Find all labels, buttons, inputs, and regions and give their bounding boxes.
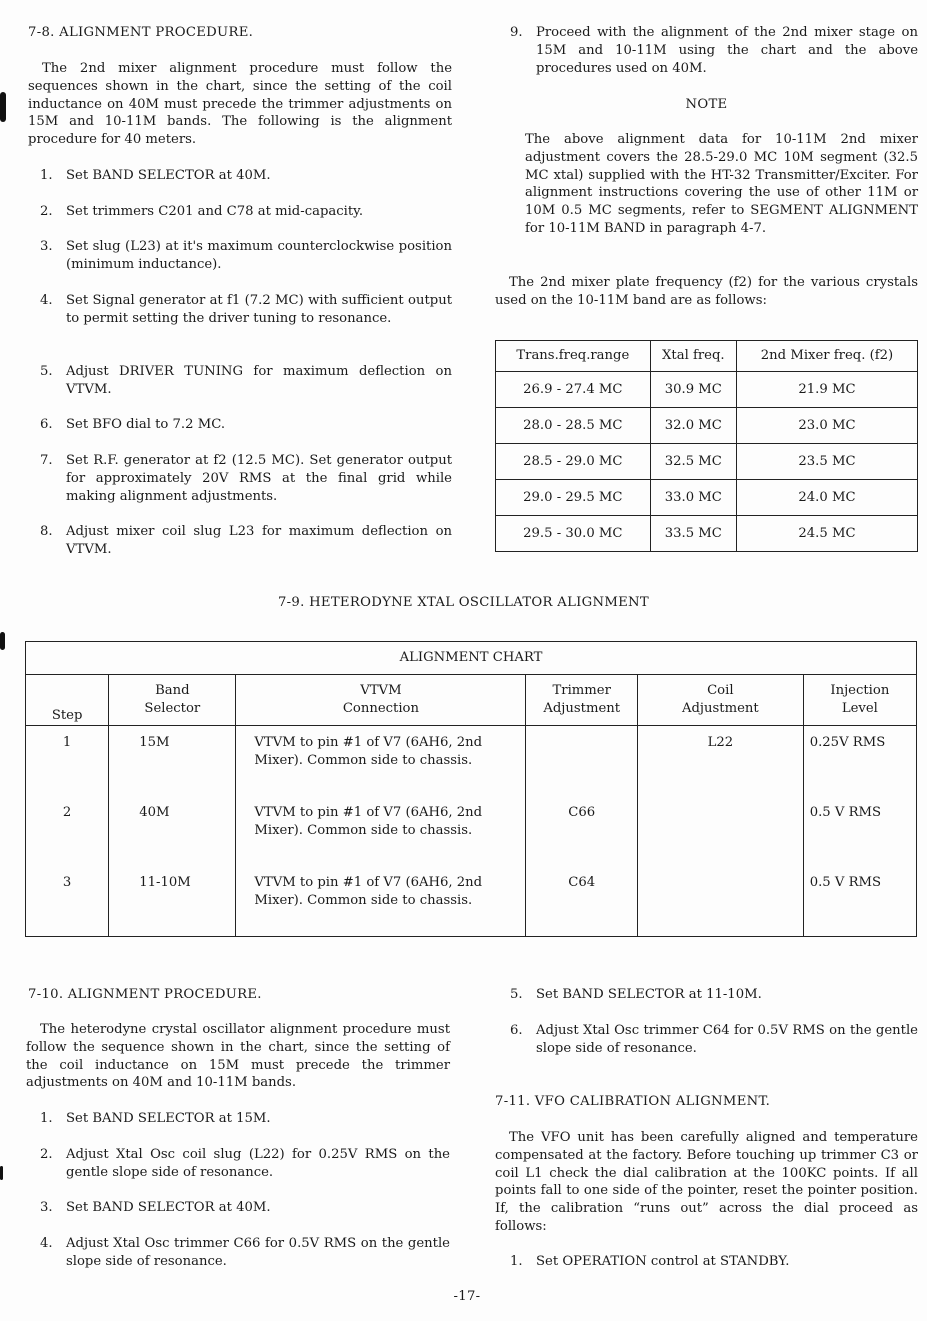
- item-text: Adjust Xtal Osc trimmer C66 for 0.5V RMS on the gentle slope side of resonance.: [66, 1236, 450, 1269]
- item-number: 6.: [40, 417, 53, 432]
- column-header: 2nd Mixer freq. (f2): [736, 341, 917, 372]
- table-cell: 0.25V RMS: [803, 726, 916, 797]
- item-number: 6.: [510, 1023, 523, 1038]
- column-header: Xtal freq.: [650, 341, 736, 372]
- section-heading: 7-9. HETERODYNE XTAL OSCILLATOR ALIGNMENT: [277, 595, 649, 610]
- table-cell: VTVM to pin #1 of V7 (6AH6, 2nd Mixer). Common side to chassis.: [236, 726, 526, 797]
- item-text: Set BAND SELECTOR at 15M.: [66, 1111, 271, 1126]
- item-number: 2.: [40, 204, 53, 219]
- paragraph: The heterodyne crystal oscillator alignment procedure must follow the sequence shown in the chart, since the setting of the coil inductance on 15M must precede the trimmer adjustments on 40M and 10-11M bands.: [26, 1022, 450, 1091]
- table-cell: 28.5 - 29.0 MC: [496, 444, 651, 480]
- column-header: Trimmer Adjustment: [526, 675, 638, 726]
- section-heading: 7-8. ALIGNMENT PROCEDURE.: [28, 25, 254, 40]
- table-cell: L22: [637, 726, 803, 797]
- scan-mark: [0, 1166, 3, 1180]
- item-number: 1.: [40, 168, 53, 183]
- note-text: The above alignment data for 10-11M 2nd mixer adjustment covers the 28.5-29.0 MC 10M segment (32.5 MC xtal) supplied with the HT-32 Transmitter/Exciter. For alignment instructions covering the use of other 11M or 10M 0.5 MC segments, refer to SEGMENT ALIGNMENT for 10-11M BAND in paragraph 4-7.: [525, 132, 918, 236]
- table-cell: 11-10M: [109, 866, 236, 937]
- table-row: [26, 796, 917, 866]
- item-text: Set R.F. generator at f2 (12.5 MC). Set generator output for approximately 20V RMS at the final grid while making alignment adjustments.: [66, 453, 452, 504]
- table-cell: 28.0 - 28.5 MC: [496, 408, 651, 444]
- list-item: [510, 1253, 918, 1271]
- frequency-table: [495, 340, 918, 552]
- table-cell: 1: [26, 726, 109, 797]
- page-number: -17-: [453, 1289, 481, 1304]
- table-row: [496, 516, 918, 552]
- section-heading: 7-11. VFO CALIBRATION ALIGNMENT.: [495, 1094, 771, 1109]
- list-item: [40, 238, 452, 274]
- scan-mark: [0, 92, 6, 122]
- table-cell: 40M: [109, 796, 236, 866]
- table-cell: 23.5 MC: [736, 444, 917, 480]
- table-header-row: [496, 341, 918, 372]
- list-item: [510, 1022, 918, 1058]
- table-cell: 33.5 MC: [650, 516, 736, 552]
- section-heading: 7-10. ALIGNMENT PROCEDURE.: [28, 987, 262, 1002]
- item-number: 4.: [40, 293, 53, 308]
- table-cell: [637, 866, 803, 937]
- list-item: [40, 452, 452, 505]
- item-text: Set OPERATION control at STANDBY.: [536, 1254, 790, 1269]
- alignment-chart: [25, 641, 917, 937]
- list-item: [40, 1110, 450, 1128]
- item-number: 3.: [40, 239, 53, 254]
- table-cell: 26.9 - 27.4 MC: [496, 372, 651, 408]
- table-cell: 21.9 MC: [736, 372, 917, 408]
- list-item: [510, 986, 918, 1004]
- list-item: [40, 292, 452, 328]
- table-cell: 2: [26, 796, 109, 866]
- scan-mark: [0, 632, 5, 650]
- list-item: [40, 363, 452, 399]
- item-text: Adjust DRIVER TUNING for maximum deflection on VTVM.: [66, 364, 452, 397]
- table-cell: 33.0 MC: [650, 480, 736, 516]
- column-header: Step: [26, 675, 109, 726]
- paragraph: The 2nd mixer alignment procedure must follow the sequences shown in the chart, since the setting of the coil inductance on 40M must precede the trimmer adjustments on 15M and 10-11M bands. The following is the alignment procedure for 40 meters.: [28, 61, 452, 148]
- column-header: VTVM Connection: [236, 675, 526, 726]
- list-item: [40, 203, 452, 221]
- table-cell: [526, 726, 638, 797]
- table-cell: [637, 796, 803, 866]
- item-text: Set trimmers C201 and C78 at mid-capacity.: [66, 204, 364, 219]
- list-item: [40, 416, 452, 434]
- item-text: Adjust Xtal Osc coil slug (L22) for 0.25V RMS on the gentle slope side of resonance.: [66, 1147, 450, 1180]
- column-header: Band Selector: [109, 675, 236, 726]
- paragraph: The 2nd mixer plate frequency (f2) for the various crystals used on the 10-11M band are as follows:: [495, 275, 918, 308]
- item-number: 7.: [40, 453, 53, 468]
- item-number: 9.: [510, 25, 523, 40]
- table-cell: VTVM to pin #1 of V7 (6AH6, 2nd Mixer). Common side to chassis.: [236, 796, 526, 866]
- table-cell: 29.5 - 30.0 MC: [496, 516, 651, 552]
- list-item: [40, 1235, 450, 1271]
- table-cell: 30.9 MC: [650, 372, 736, 408]
- item-text: Adjust Xtal Osc trimmer C64 for 0.5V RMS on the gentle slope side of resonance.: [536, 1023, 918, 1056]
- table-row: [26, 866, 917, 937]
- note-title: NOTE: [685, 97, 728, 112]
- column-header: Trans.freq.range: [496, 341, 651, 372]
- item-text: Proceed with the alignment of the 2nd mixer stage on 15M and 10-11M using the chart and the above procedures used on 40M.: [536, 25, 918, 76]
- item-number: 2.: [40, 1147, 53, 1162]
- item-text: Set slug (L23) at it's maximum counterclockwise position (minimum inductance).: [66, 239, 452, 272]
- item-number: 1.: [40, 1111, 53, 1126]
- table-cell: 0.5 V RMS: [803, 866, 916, 937]
- item-number: 3.: [40, 1200, 53, 1215]
- list-item: [40, 1199, 450, 1217]
- table-cell: C64: [526, 866, 638, 937]
- table-cell: 15M: [109, 726, 236, 797]
- table-cell: C66: [526, 796, 638, 866]
- column-header: Coil Adjustment: [637, 675, 803, 726]
- item-number: 5.: [510, 987, 523, 1002]
- table-cell: 29.0 - 29.5 MC: [496, 480, 651, 516]
- table-row: [496, 408, 918, 444]
- table-row: [496, 480, 918, 516]
- paragraph: The VFO unit has been carefully aligned and temperature compensated at the factory. Before touching up trimmer C3 or coil L1 check the dial calibration at the 100KC points. If all points fall to one side of the pointer, reset the pointer position. If, the calibration “runs out” across the dial proceed as follows:: [495, 1130, 918, 1234]
- item-number: 1.: [510, 1254, 523, 1269]
- table-cell: 32.0 MC: [650, 408, 736, 444]
- table-row: [496, 372, 918, 408]
- list-item: [40, 523, 452, 559]
- item-number: 4.: [40, 1236, 53, 1251]
- item-text: Adjust mixer coil slug L23 for maximum deflection on VTVM.: [66, 524, 452, 557]
- table-cell: 23.0 MC: [736, 408, 917, 444]
- table-row: [26, 726, 917, 797]
- item-text: Set BAND SELECTOR at 40M.: [66, 1200, 271, 1215]
- table-title: ALIGNMENT CHART: [26, 642, 917, 675]
- list-item: [40, 1146, 450, 1182]
- table-cell: 24.0 MC: [736, 480, 917, 516]
- item-text: Set BAND SELECTOR at 40M.: [66, 168, 271, 183]
- item-text: Set BAND SELECTOR at 11-10M.: [536, 987, 762, 1002]
- column-header: Injection Level: [803, 675, 916, 726]
- table-cell: 24.5 MC: [736, 516, 917, 552]
- item-text: Set BFO dial to 7.2 MC.: [66, 417, 226, 432]
- table-cell: 3: [26, 866, 109, 937]
- list-item: [510, 24, 918, 77]
- table-cell: 32.5 MC: [650, 444, 736, 480]
- item-number: 5.: [40, 364, 53, 379]
- table-header-row: [26, 675, 917, 726]
- item-number: 8.: [40, 524, 53, 539]
- table-cell: VTVM to pin #1 of V7 (6AH6, 2nd Mixer). Common side to chassis.: [236, 866, 526, 937]
- table-cell: 0.5 V RMS: [803, 796, 916, 866]
- item-text: Set Signal generator at f1 (7.2 MC) with sufficient output to permit setting the driver tuning to resonance.: [66, 293, 452, 326]
- table-row: [496, 444, 918, 480]
- list-item: [40, 167, 452, 185]
